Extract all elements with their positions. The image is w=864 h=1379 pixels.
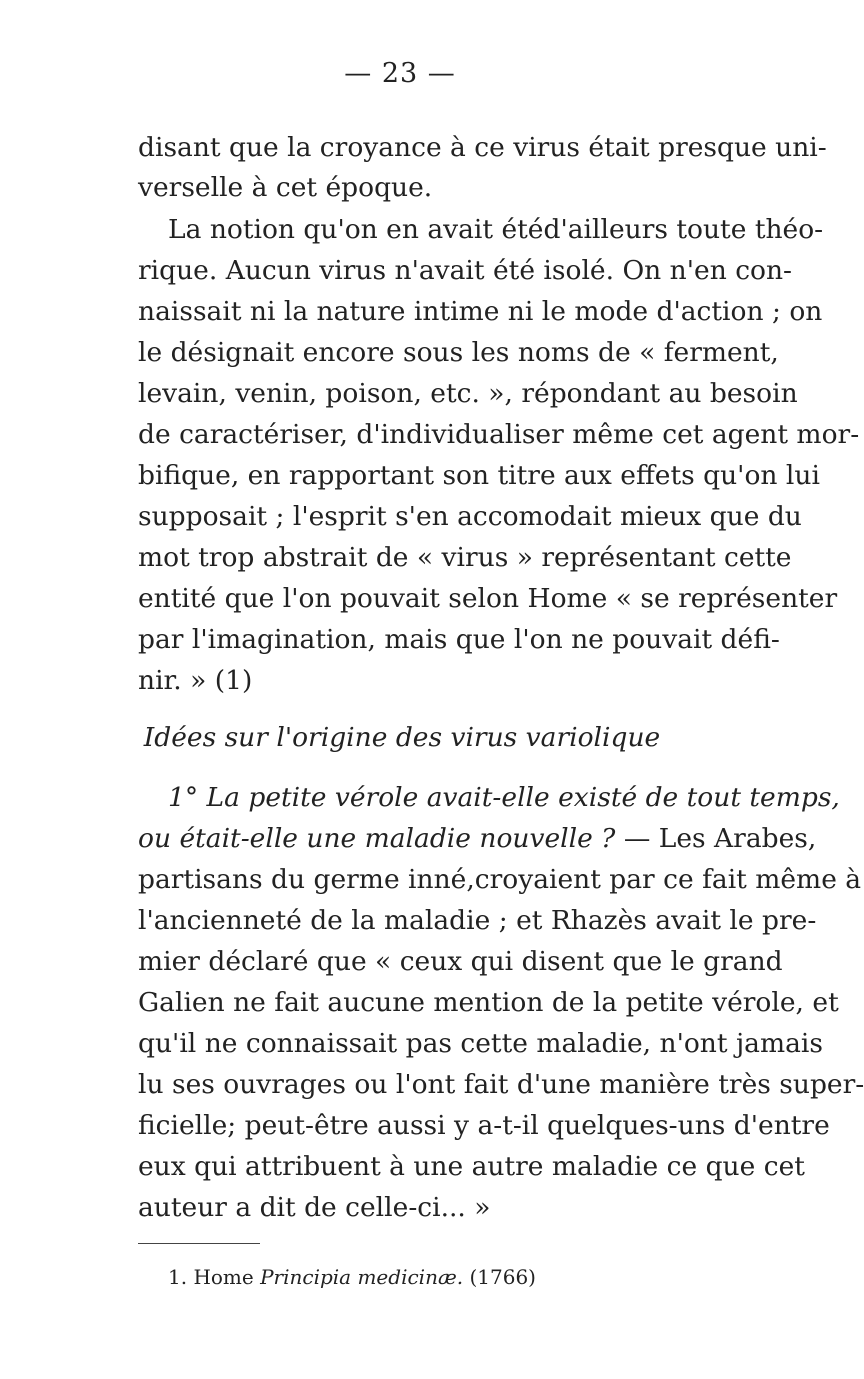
- text-line: naissait ni la nature intime ni le mode d'action ; on: [138, 296, 823, 327]
- text-line: nir. » (1): [138, 665, 253, 696]
- text-run: — Les Arabes,: [615, 823, 817, 854]
- text-line: eux qui attribuent à une autre maladie ce que cet: [138, 1151, 805, 1182]
- text-line: qu'il ne connaissait pas cette maladie, n'ont jamais: [138, 1028, 823, 1059]
- text-line: entité que l'on pouvait selon Home « se représenter: [138, 583, 838, 614]
- text-line: auteur a dit de celle-ci... »: [138, 1192, 491, 1223]
- text-line: levain, venin, poison, etc. », répondant au besoin: [138, 378, 798, 409]
- text-line: de caractériser, d'individualiser même cet agent mor-: [138, 419, 860, 450]
- footnote-title: Principia medicinæ.: [260, 1265, 464, 1289]
- text-line: lu ses ouvrages ou l'ont fait d'une manière très super-: [138, 1069, 864, 1100]
- text-line: l'ancienneté de la maladie ; et Rhazès avait le pre-: [138, 905, 817, 936]
- text-line: supposait ; l'esprit s'en accomodait mieux que du: [138, 501, 802, 532]
- text-line: mier déclaré que « ceux qui disent que le grand: [138, 946, 783, 977]
- footnote-prefix: 1. Home: [168, 1265, 261, 1289]
- text-line: bifique, en rapportant son titre aux effets qu'on lui: [138, 460, 820, 491]
- text-line: partisans du germe inné,croyaient par ce fait même à: [138, 864, 862, 895]
- text-line: 1° La petite vérole avait-elle existé de tout temps,: [168, 782, 840, 813]
- text-line: Galien ne fait aucune mention de la petite vérole, et: [138, 987, 839, 1018]
- text-line: par l'imagination, mais que l'on ne pouvait défi-: [138, 624, 780, 655]
- footnote-rule: [138, 1243, 260, 1244]
- text-line: rique. Aucun virus n'avait été isolé. On n'en con-: [138, 255, 793, 286]
- text-line: ficielle; peut-être aussi y a-t-il quelques-uns d'entre: [138, 1110, 830, 1141]
- text-line: disant que la croyance à ce virus était presque uni-: [138, 132, 827, 163]
- footnote: [168, 1262, 536, 1292]
- section-heading: Idées sur l'origine des virus variolique: [143, 722, 661, 753]
- page-number: — 23 —: [344, 58, 456, 89]
- text-line: le désignait encore sous les noms de « ferment,: [138, 337, 779, 368]
- footnote-year: (1766): [463, 1265, 536, 1289]
- italic-question: ou était-elle une maladie nouvelle ?: [138, 823, 616, 854]
- text-line: La notion qu'on en avait étéd'ailleurs toute théo-: [168, 214, 824, 245]
- text-line: [138, 819, 817, 859]
- text-line: mot trop abstrait de « virus » représentant cette: [138, 542, 792, 573]
- text-line: verselle à cet époque.: [138, 172, 433, 203]
